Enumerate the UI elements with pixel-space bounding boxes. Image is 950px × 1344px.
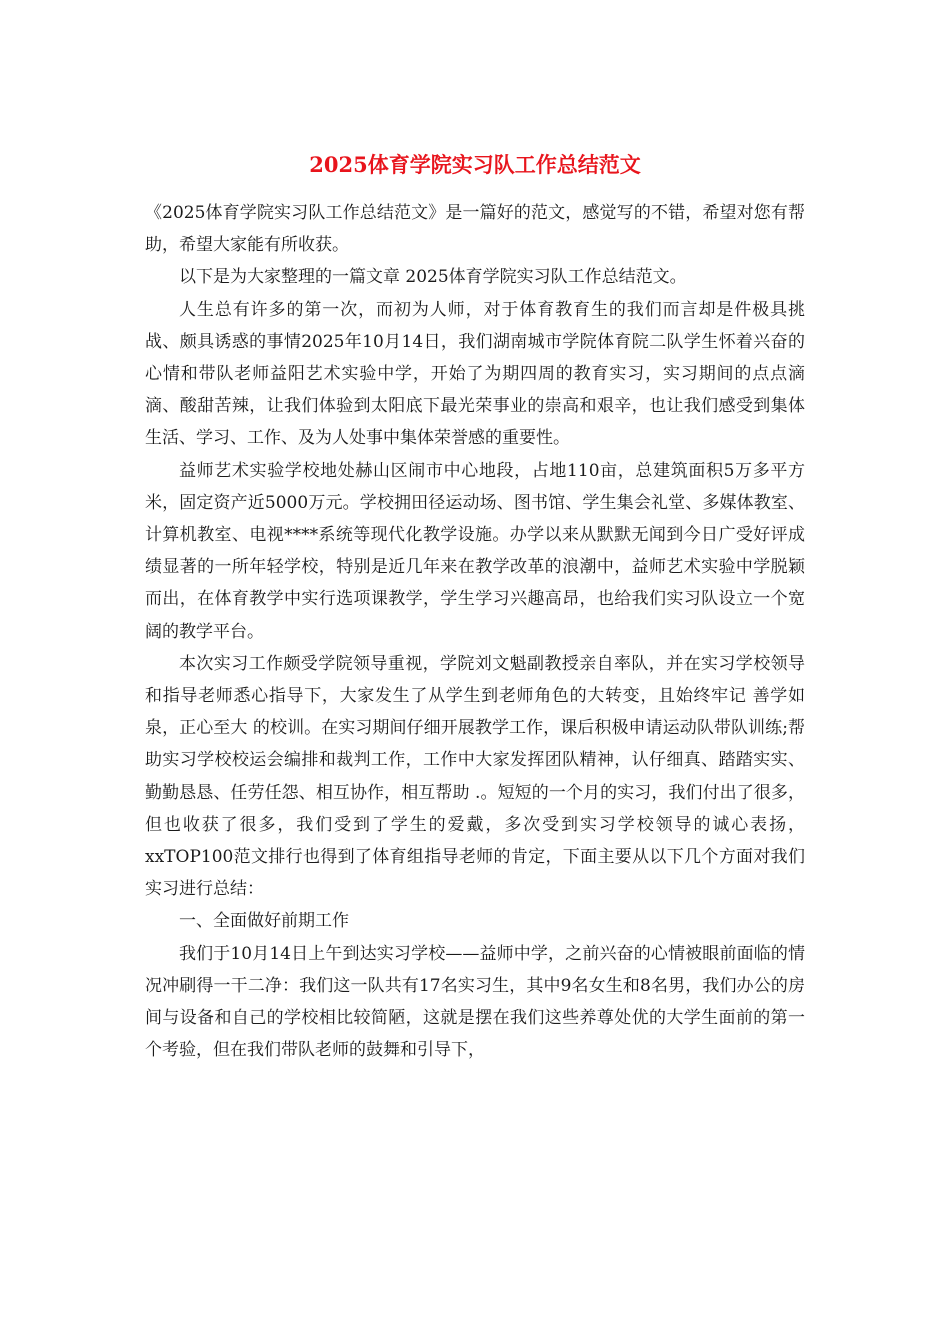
paragraph-school-intro: 益师艺术实验学校地处赫山区闹市中心地段，占地110亩，总建筑面积5万多平方米，固定资产近5000万元。学校拥田径运动场、图书馆、学生集会礼堂、多媒体教室、计算机教室、电视****系统等现代化教学设施。办学以来从默默无闻到今日广受好评成绩显著的一所年轻学校，特别是近几年来在教学改革的浪潮中，益师艺术实验中学脱颖而出，在体育教学中实行选项课教学，学生学习兴趣高昂，也给我们实习队设立一个宽阔的教学平台。 <box>145 460 805 642</box>
document-title: 2025体育学院实习队工作总结范文 <box>309 152 641 177</box>
paragraph-first-time: 人生总有许多的第一次，而初为人师，对于体育教育生的我们而言却是件极具挑战、颇具诱惑的事情2025年10月14日，我们湖南城市学院体育院二队学生怀着兴奋的心情和带队老师益阳艺术实验中学，开始了为期四周的教育实习，实习期间的点点滴滴、酸甜苦辣，让我们体验到太阳底下最光荣事业的崇高和艰辛，也让我们感受到集体生活、学习、工作、及为人处事中集体荣誉感的重要性。 <box>145 299 805 449</box>
document-body <box>145 197 805 1066</box>
paragraph-internship-work: 本次实习工作颇受学院领导重视，学院刘文魁副教授亲自率队，并在实习学校领导和指导老师悉心指导下，大家发生了从学生到老师角色的大转变，且始终牢记 善学如泉，正心至大 的校训。在实习期间仔细开展教学工作，课后积极申请运动队带队训练;帮助实习学校校运会编排和裁判工作，工作中大家发挥团队精神，认仔细真、踏踏实实、勤勤恳恳、任劳任怨、相互协作，相互帮助 .。短短的一个月的实习，我们付出了很多，但也收获了很多，我们受到了学生的爱戴，多次受到实习学校领导的诚心表扬，xxTOP100范文排行也得到了体育组指导老师的肯定，下面主要从以下几个方面对我们实习进行总结： <box>145 653 805 900</box>
paragraph-arrival: 我们于10月14日上午到达实习学校——益师中学，之前兴奋的心情被眼前面临的情况冲刷得一干二净：我们这一队共有17名实习生，其中9名女生和8名男，我们办公的房间与设备和自己的学校相比较简陋，这就是摆在我们这些养尊处优的大学生面前的第一个考验，但在我们带队老师的鼓舞和引导下， <box>145 943 805 1061</box>
paragraph-intro: 《2025体育学院实习队工作总结范文》是一篇好的范文，感觉写的不错，希望对您有帮助，希望大家能有所收获。 <box>145 203 805 256</box>
paragraph-preface: 以下是为大家整理的一篇文章 2025体育学院实习队工作总结范文。 <box>179 267 687 288</box>
section-heading-1: 一、全面做好前期工作 <box>179 911 349 932</box>
